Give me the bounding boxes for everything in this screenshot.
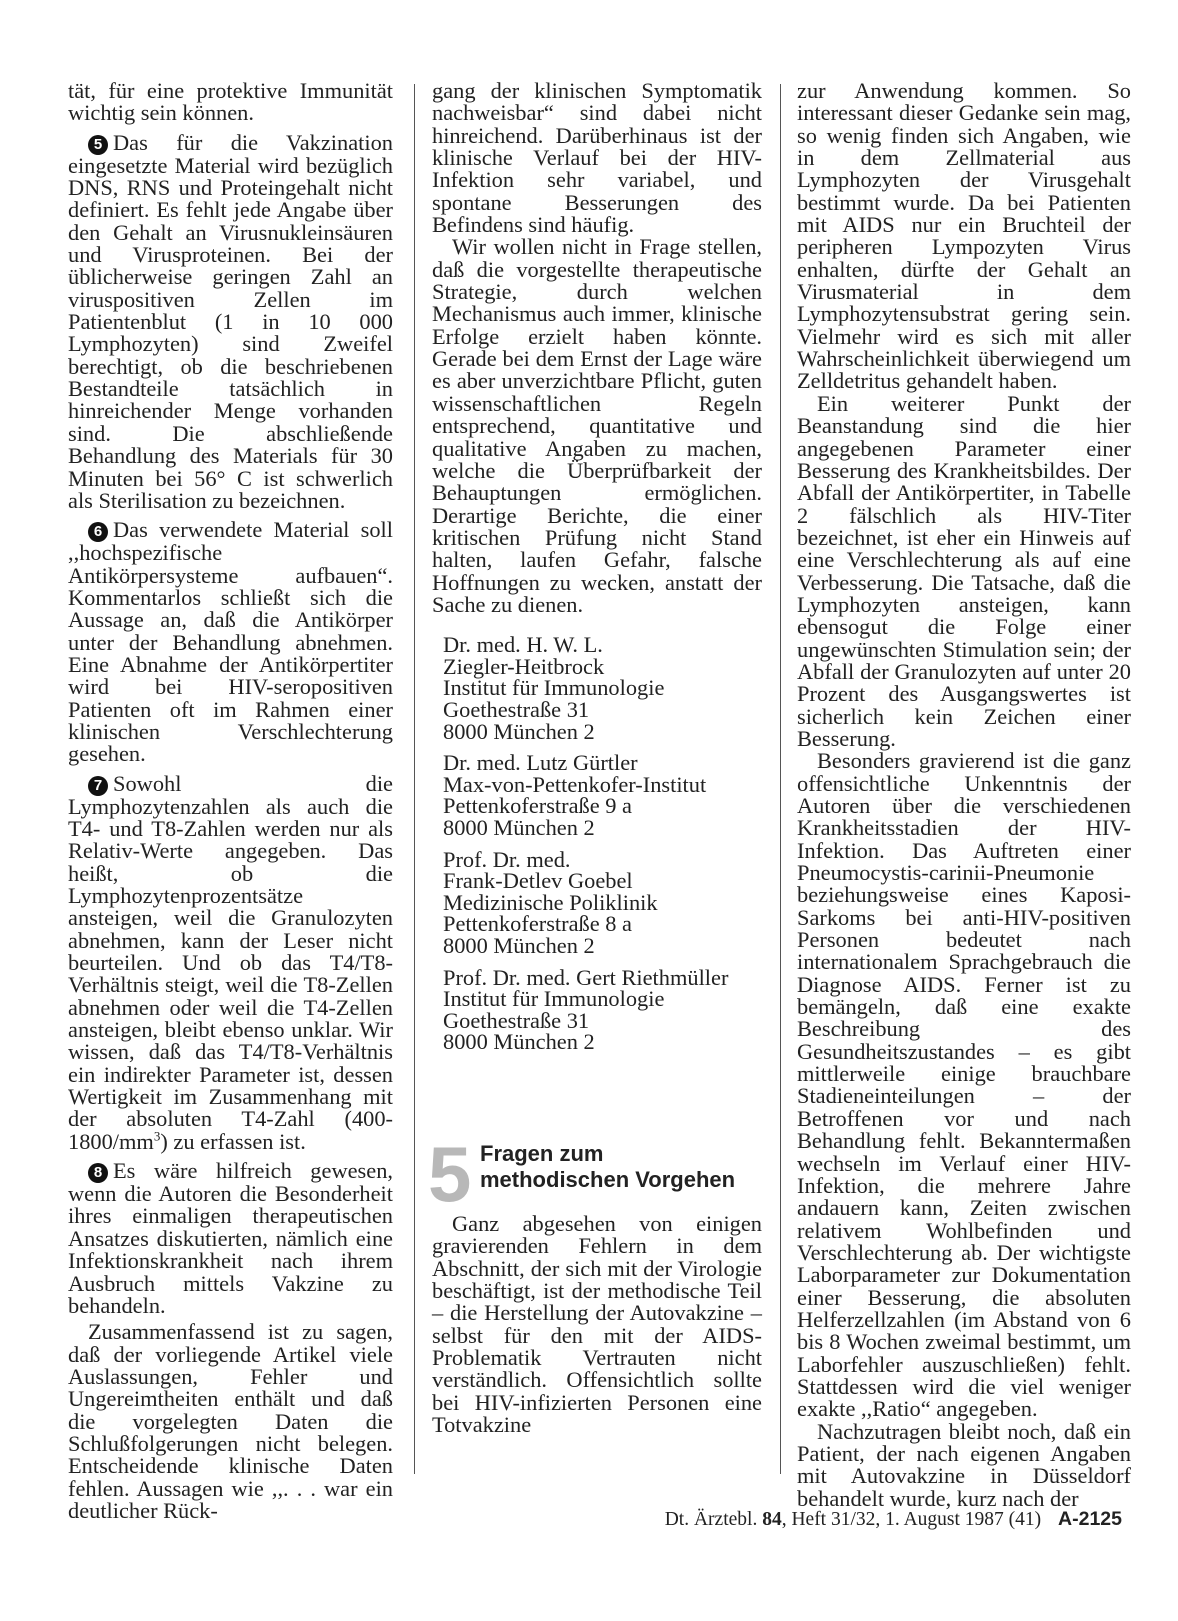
- paragraph: Ein weiterer Punkt der Beanstandung sind die hier angegebenen Parameter einer Besserung des Krankheitsbildes. Der Abfall der Antikörpertiter, in Tabelle 2 fälschlich als HIV-Titer bezeichnet, ist eher ein Hinweis auf eine Verschlechterung als auf eine Verbesserung. Die Tatsache, daß die Lymphozyten ansteigen, kann ebensogut die Folge einer ungewünschten Stimulation sein; der Abfall der Granulozyten auf unter 20 Prozent des Ausgangswertes ist sicherlich kein Zeichen einer Besserung.: [797, 390, 1131, 751]
- author-address: [443, 634, 762, 742]
- address-line: Prof. Dr. med.: [443, 846, 571, 872]
- address-line: Frank-Detlev Goebel: [443, 868, 633, 894]
- page-footer: [665, 1508, 1122, 1531]
- address-line: Max-von-Pettenkofer-Institut: [443, 771, 707, 797]
- column-rule-1: [414, 84, 415, 1474]
- volume: 84: [762, 1509, 782, 1530]
- address-line: Dr. med. H. W. L.: [443, 632, 603, 658]
- number-marker-6: 6: [88, 522, 108, 542]
- number-marker-5: 5: [88, 135, 108, 155]
- address-line: Pettenkoferstraße 9 a: [443, 793, 632, 819]
- author-block: [432, 634, 762, 1053]
- column-2: [428, 78, 762, 1438]
- paragraph: Nachzutragen bleibt noch, daß ein Patient, der nach eigenen Angaben mit Autovakzine in Düsseldorf behandelt wurde, kurz nach der: [797, 1418, 1131, 1511]
- number-marker-7: 7: [88, 776, 108, 796]
- column-rule-2: [780, 84, 781, 1474]
- numbered-paragraph-8: [68, 1160, 393, 1317]
- paragraph-text: Sowohl die Lymphozytenzahlen als auch die T4- und T8-Zahlen werden nur als Relativ-Werte angegeben. Das heißt, ob die Lymphozytenprozentsätze ansteigen, weil die Granulozyten abnehmen, kann der Leser nicht beurteilen. Und ob das T4/T8-Verhältnis steigt, weil die T8-Zellen abnehmen oder weil die T4-Zellen ansteigen, bleibt ebenso unklar. Wir wissen, daß das T4/T8-Verhältnis ein indirekter Parameter ist, dessen Wertigkeit im Zusammenhang mit der absoluten T4-Zahl (400-1800/mm: [68, 770, 393, 1154]
- paragraph: Zusammenfassend ist zu sagen, daß der vorliegende Artikel viele Auslassungen, Fehler und Ungereimtheiten enthält und daß die vorgelegten Daten die Schlußfolgerungen nicht belegen. Entscheidende klinische Daten fehlen. Aussagen wie ,,. . . war ein deutlicher Rück-: [68, 1319, 393, 1523]
- section-heading: [428, 1129, 762, 1218]
- paragraph-text: Das für die Vakzination eingesetzte Material wird bezüglich DNS, RNS und Proteingehalt nicht definiert. Es fehlt jede Angabe über den Gehalt an Virusnukleinsäuren und Virusproteinen. Bei der üblicherweise geringen Zahl an viruspositiven Zellen im Patientenblut (1 in 10 000 Lymphozyten) sind Zweifel berechtigt, ob die beschriebenen Bestandteile tatsächlich in hinreichender Menge vorhanden sind. Die abschließende Behandlung des Materials für 30 Minuten bei 56° C ist schwerlich als Sterilisation zu bezeichnen.: [68, 129, 393, 513]
- address-line: Institut für Immunologie: [443, 986, 665, 1012]
- address-line: Institut für Immunologie: [443, 675, 665, 701]
- address-line: 8000 München 2: [443, 1029, 595, 1055]
- journal-name: Dt. Ärztebl.: [664, 1509, 758, 1530]
- numbered-paragraph-5: [68, 129, 393, 513]
- superscript: 3: [153, 1128, 161, 1144]
- address-line: 8000 München 2: [443, 932, 595, 958]
- author-address: [443, 846, 762, 958]
- number-marker-8: 8: [88, 1163, 108, 1183]
- paragraph: tät, für eine protektive Immunität wichtig sein können.: [68, 78, 393, 126]
- paragraph: Wir wollen nicht in Frage stellen, daß die vorgestellte therapeutische Strategie, durch welchen Mechanismus auch immer, klinische Erfolge erzielt haben könnte. Gerade bei dem Ernst der Lage wäre es aber unverzichtbare Pflicht, guten wissenschaftlichen Regeln entsprechend, quantitative und qualitative Angaben zu machen, welche die Überprüfbarkeit der Behauptungen ermöglichen. Derartige Berichte, die einer kritischen Prüfung nicht Stand halten, laufen Gefahr, falsche Hoffnungen zu wecken, anstatt der Sache zu dienen.: [432, 234, 762, 617]
- column-3: [797, 80, 1131, 1510]
- author-address: [443, 964, 762, 1055]
- address-line: 8000 München 2: [443, 815, 595, 840]
- paragraph: Ganz abgesehen von einigen gravierenden Fehlern in dem Abschnitt, der sich mit der Virologie beschäftigt, ist der methodische Teil – die Herstellung der Autovakzine – selbst für den mit der AIDS-Problematik Vertrauten nicht verständlich. Offensichtlich sollte bei HIV-infizierten Personen eine Totvakzine: [432, 1210, 762, 1438]
- paragraph: Besonders gravierend ist die ganz offensichtliche Unkenntnis der Autoren über die verschiedenen Krankheitsstadien der HIV-Infektion. Das Auftreten einer Pneumocystis-carinii-Pneumonie beziehungsweise eines Kaposi-Sarkoms bei anti-HIV-positiven Personen bedeutet nach internationalem Sprachgebrauch die Diagnose AIDS. Ferner ist zu bemängeln, daß eine exakte Beschreibung des Gesundheitszustandes – es gibt mittlerweile einige brauchbare Stadieneinteilungen – der Betroffenen vor und nach Behandlung fehlt. Bekanntermaßen wechseln im Verlauf einer HIV-Infektion, die mehrere Jahre andauern kann, Zeiten zwischen relativem Wohlbefinden und Verschlechterung ab. Der wichtigste Laborparameter zur Dokumentation einer Besserung, die absoluten Helferzellzahlen (im Abstand von 6 bis 8 Wochen zweimal bestimmt, um Laborfehler auszuschließen) fehlt. Stattdessen wird die viel weniger exakte ,,Ratio“ angegeben.: [797, 748, 1131, 1422]
- paragraph-text: Es wäre hilfreich gewesen, wenn die Autoren die Besonderheit ihres einmaligen therapeutischen Ansatzes diskutierten, nämlich eine Infektionskrankheit nach ihrem Ausbruch mittels Vakzine zu behandeln.: [68, 1158, 393, 1318]
- paragraph-text: Das verwendete Material soll ,,hochspezifische Antikörpersysteme aufbauen“. Kommentarlos schließt sich die Aussage an, daß die Antikörper unter der Behandlung abnehmen. Eine Abnahme der Antikörpertiter wird bei HIV-seropositiven Patienten oft im Rahmen einer klinischen Verschlechterung gesehen.: [68, 517, 393, 767]
- section-title: [480, 1141, 735, 1193]
- paragraph: gang der klinischen Symptomatik nachweisbar“ sind dabei nicht hinreichend. Darüberhinaus ist der klinische Verlauf bei der HIV-Infektion sehr variabel, und spontane Besserungen des Befindens sind häufig.: [432, 78, 762, 238]
- page-number: A-2125: [1058, 1508, 1122, 1530]
- section-title-line: methodischen Vorgehen: [480, 1166, 736, 1192]
- author-address: [443, 752, 762, 838]
- address-line: Dr. med. Lutz Gürtler: [443, 750, 638, 776]
- issue-info: , Heft 31/32, 1. August 1987 (41): [781, 1509, 1042, 1530]
- paragraph: zur Anwendung kommen. So interessant dieser Gedanke sein mag, so wenig finden sich Angaben, wie in dem Zellmaterial aus Lymphozyten der Virusgehalt bestimmt wurde. Da bei Patienten mit AIDS nur ein Bruchteil der peripheren Lympozyten Virus enhalten, dürfte der Gehalt an Virusmaterial in dem Lymphozytensubstrat gering sein. Vielmehr wird es sich mit aller Wahrscheinlichkeit überwiegend um Zelldetritus gehandelt haben.: [797, 78, 1131, 394]
- section-title-line: Fragen zum: [480, 1140, 604, 1166]
- address-line: Pettenkoferstraße 8 a: [443, 911, 632, 937]
- address-line: Prof. Dr. med. Gert Riethmüller: [443, 964, 729, 990]
- address-line: Goethestraße 31: [443, 697, 590, 723]
- address-line: 8000 München 2: [443, 718, 595, 744]
- address-line: Goethestraße 31: [443, 1007, 590, 1033]
- numbered-paragraph-6: [68, 519, 393, 765]
- section-number: 5: [428, 1129, 472, 1218]
- address-line: Medizinische Poliklinik: [443, 889, 658, 915]
- paragraph-text: ) zu erfassen ist.: [160, 1128, 306, 1154]
- column-1: [68, 80, 393, 1522]
- address-line: Ziegler-Heitbrock: [443, 653, 605, 679]
- numbered-paragraph-7: [68, 770, 393, 1154]
